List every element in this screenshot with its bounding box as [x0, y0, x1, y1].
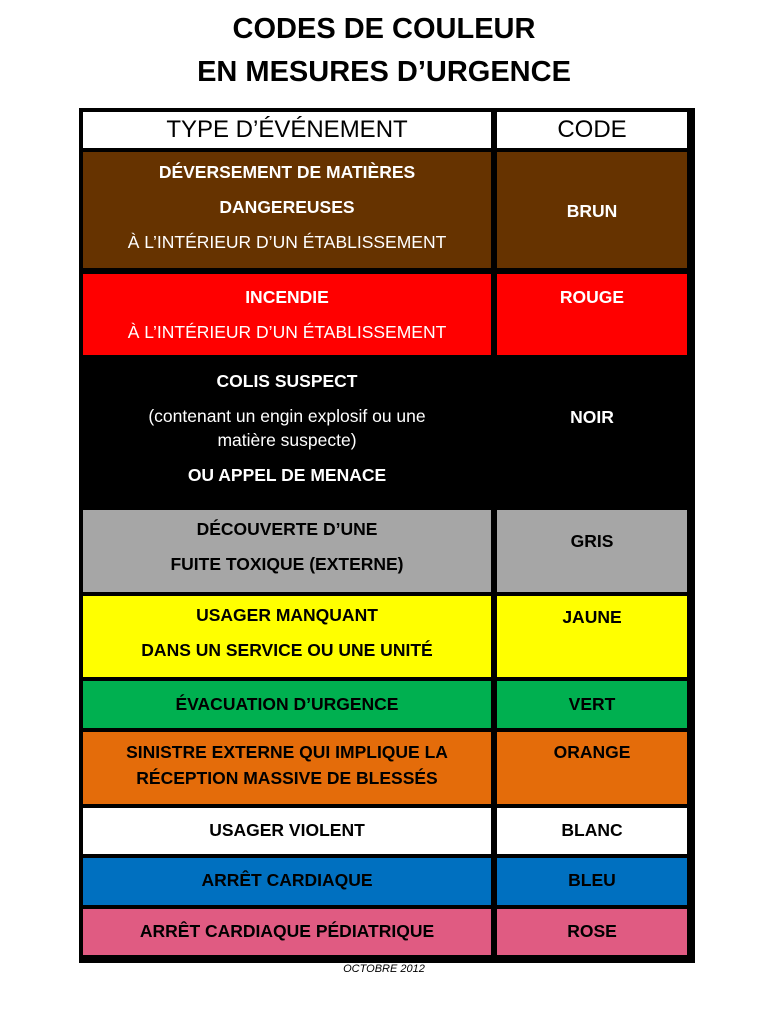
header-event-type: TYPE D’ÉVÉNEMENT [83, 112, 491, 148]
event-line: matière suspecte) [217, 430, 357, 450]
event-cell-brun [83, 152, 491, 268]
code-label: ORANGE [553, 742, 631, 762]
event-cell-noir [83, 359, 491, 506]
code-cell-blanc [497, 808, 687, 854]
event-line: SINISTRE EXTERNE QUI IMPLIQUE LA [126, 742, 448, 762]
code-label: BLEU [568, 870, 616, 890]
code-label: ROSE [567, 921, 617, 941]
page-subtitle: EN MESURES D’URGENCE [197, 56, 571, 88]
code-cell-orange [497, 732, 687, 804]
code-cell-rouge [497, 274, 687, 355]
code-cell-brun [497, 152, 687, 268]
event-line: FUITE TOXIQUE (EXTERNE) [170, 554, 404, 574]
event-line: À L’INTÉRIEUR D’UN ÉTABLISSEMENT [127, 322, 447, 342]
header-code: CODE [497, 112, 687, 148]
code-cell-jaune [497, 596, 687, 677]
code-label: NOIR [570, 407, 614, 427]
code-label: JAUNE [562, 607, 622, 627]
event-line: ÉVACUATION D’URGENCE [175, 694, 399, 714]
event-line: ARRÊT CARDIAQUE [201, 870, 373, 890]
event-cell-rouge [83, 274, 491, 355]
event-line: INCENDIE [245, 287, 329, 307]
event-line: (contenant un engin explosif ou une [148, 406, 426, 426]
event-line: À L’INTÉRIEUR D’UN ÉTABLISSEMENT [127, 232, 447, 252]
event-line: DÉVERSEMENT DE MATIÈRES [158, 162, 416, 182]
code-cell-rose [497, 909, 687, 955]
event-cell-jaune [83, 596, 491, 677]
event-line: RÉCEPTION MASSIVE DE BLESSÉS [136, 768, 438, 788]
event-line: USAGER MANQUANT [196, 605, 378, 625]
code-cell-vert [497, 681, 687, 728]
event-line: DANGEREUSES [219, 197, 355, 217]
event-cell-blanc [83, 808, 491, 854]
code-label: VERT [568, 694, 616, 714]
code-cell-gris [497, 510, 687, 592]
event-cell-rose [83, 909, 491, 955]
code-cell-noir [497, 359, 687, 506]
footer-date: OCTOBRE 2012 [343, 963, 425, 975]
event-cell-gris [83, 510, 491, 592]
event-line: USAGER VIOLENT [209, 820, 365, 840]
code-label: BLANC [561, 820, 623, 840]
event-line: ARRÊT CARDIAQUE PÉDIATRIQUE [139, 921, 435, 941]
code-label: BRUN [566, 201, 618, 221]
event-line: OU APPEL DE MENACE [187, 465, 387, 485]
event-line: COLIS SUSPECT [216, 371, 358, 391]
event-cell-orange [83, 732, 491, 804]
event-line: DÉCOUVERTE D’UNE [196, 519, 378, 539]
color-code-table [79, 108, 695, 963]
event-cell-vert [83, 681, 491, 728]
event-line: DANS UN SERVICE OU UNE UNITÉ [141, 640, 433, 660]
code-label: ROUGE [559, 287, 625, 307]
page-title: CODES DE COULEUR [232, 13, 536, 45]
code-label: GRIS [570, 531, 614, 551]
event-cell-bleu [83, 858, 491, 905]
code-cell-bleu [497, 858, 687, 905]
